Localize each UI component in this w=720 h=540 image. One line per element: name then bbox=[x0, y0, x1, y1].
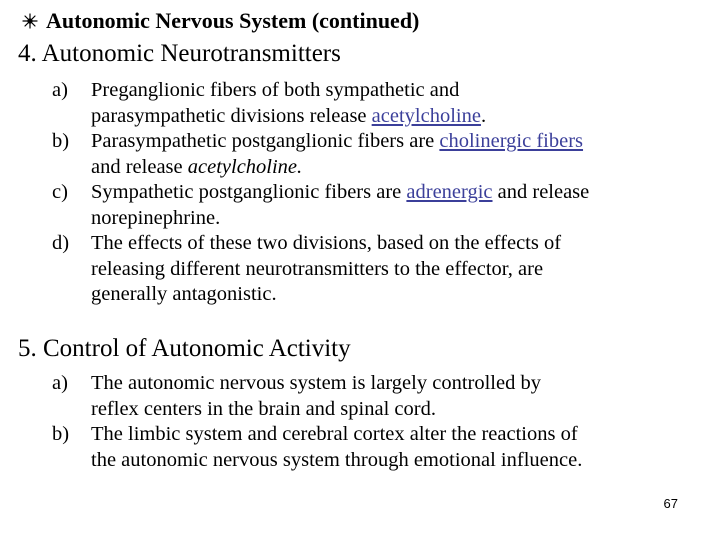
list-marker: d) bbox=[52, 232, 70, 254]
list-line: generally antagonistic. bbox=[91, 283, 277, 305]
list-line: Preganglionic fibers of both sympathetic and bbox=[91, 79, 460, 101]
adrenergic-link[interactable]: adrenergic bbox=[406, 181, 493, 203]
list-line: The effects of these two divisions, based on the effects of bbox=[91, 232, 562, 254]
list-item bbox=[52, 422, 692, 473]
list-marker: b) bbox=[52, 423, 70, 445]
list-marker: a) bbox=[52, 79, 68, 101]
cholinergic-fibers-link[interactable]: cholinergic fibers bbox=[439, 130, 584, 152]
page-number: 67 bbox=[663, 496, 678, 511]
list-item bbox=[52, 180, 692, 231]
list-marker: b) bbox=[52, 130, 70, 152]
list-line: the autonomic nervous system through emotional influence. bbox=[91, 448, 583, 471]
list-item bbox=[52, 231, 692, 308]
list-line: Sympathetic postganglionic fibers are adrenergic and release bbox=[91, 181, 590, 203]
list-line: The limbic system and cerebral cortex alter the reactions of bbox=[91, 423, 578, 445]
list-line: reflex centers in the brain and spinal cord. bbox=[91, 397, 436, 420]
section-heading-neurotransmitters: 4. Autonomic Neurotransmitters bbox=[18, 40, 341, 67]
control-list bbox=[52, 371, 692, 473]
list-marker: c) bbox=[52, 181, 68, 203]
slide-title bbox=[22, 8, 419, 34]
list-line: The autonomic nervous system is largely controlled by bbox=[91, 372, 541, 394]
snowflake-bullet-icon bbox=[22, 13, 38, 29]
list-line: and release acetylcholine. bbox=[91, 155, 303, 178]
list-item bbox=[52, 371, 692, 422]
list-line: Parasympathetic postganglionic fibers are cholinergic fibers bbox=[91, 130, 584, 152]
list-item bbox=[52, 129, 692, 180]
list-line: norepinephrine. bbox=[91, 206, 221, 229]
list-marker: a) bbox=[52, 372, 68, 394]
neurotransmitters-list bbox=[52, 78, 692, 308]
list-line: parasympathetic divisions release acetylcholine. bbox=[91, 104, 487, 127]
section-heading-control: 5. Control of Autonomic Activity bbox=[18, 335, 351, 362]
list-line: releasing different neurotransmitters to the effector, are bbox=[91, 257, 544, 280]
acetylcholine-link[interactable]: acetylcholine bbox=[371, 104, 481, 127]
list-item bbox=[52, 78, 692, 129]
acetylcholine-italic: acetylcholine. bbox=[187, 155, 303, 178]
slide-title-text: Autonomic Nervous System (continued) bbox=[46, 8, 420, 33]
